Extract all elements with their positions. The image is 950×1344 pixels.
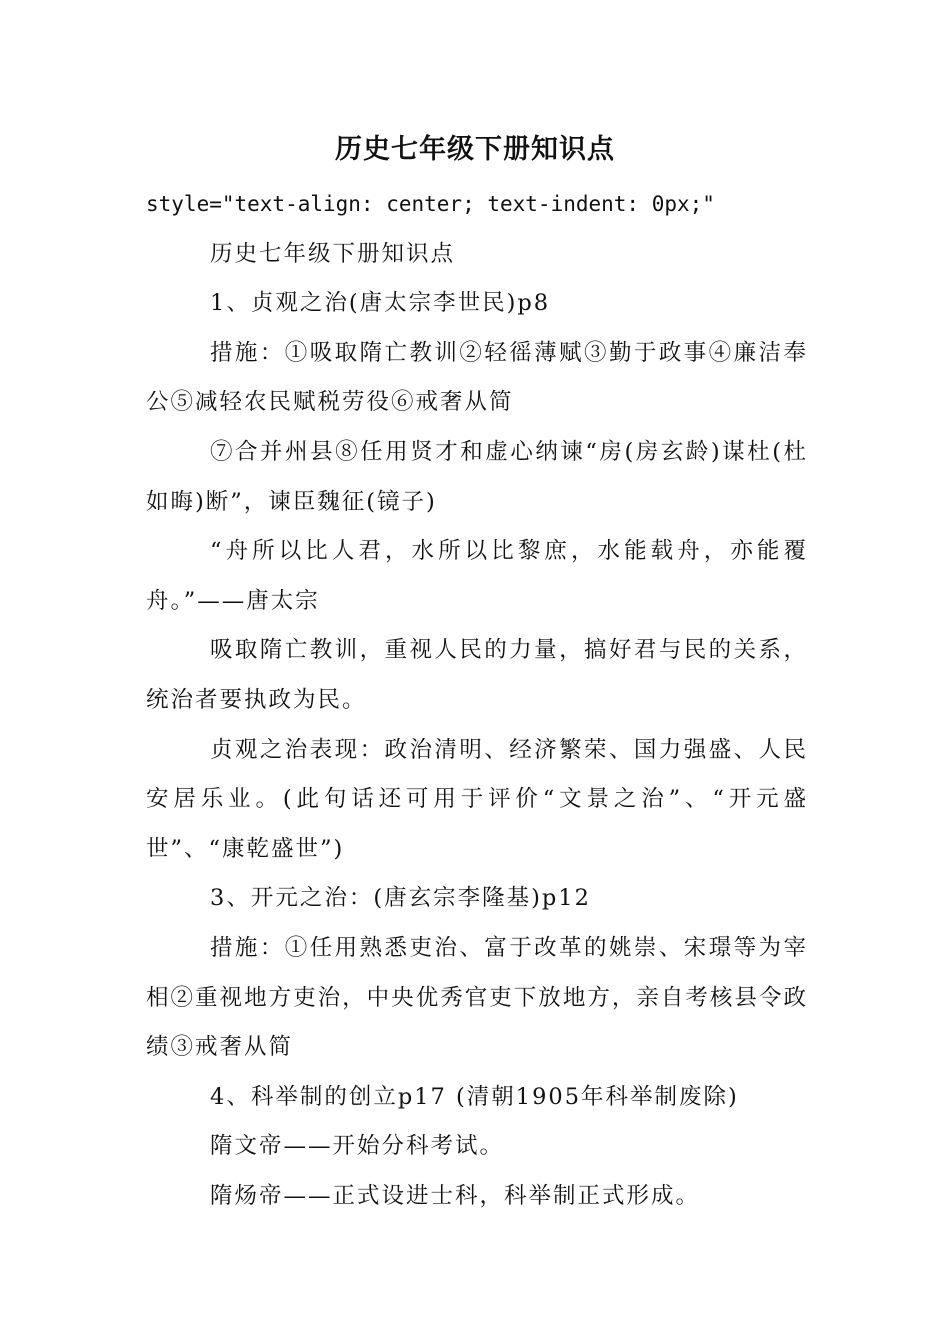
paragraph-kaiyuan-measures: 措施：①任用熟悉吏治、富于改革的姚崇、宋璟等为宰相②重视地方吏治，中央优秀官吏下放地方，亲自考核县令政绩③戒奢从简: [146, 934, 808, 1061]
paragraph-sui-yangdi: 隋炀帝——正式设进士科，科举制正式形成。: [210, 1182, 701, 1209]
paragraph-lesson: 吸取隋亡教训，重视人民的力量，搞好君与民的关系，统治者要执政为民。: [146, 637, 808, 713]
paragraph-sui-wendi: 隋文帝——开始分科考试。: [210, 1133, 505, 1160]
paragraph-heading-keju: 4、科举制的创立p17 (清朝1905年科举制废除): [210, 1083, 739, 1110]
paragraph-heading-zhenguan: 1、贞观之治(唐太宗李世民)p8: [210, 290, 551, 317]
style-attribute-line: style="text-align: center; text-indent: 0px;": [146, 192, 715, 216]
paragraph-heading-kaiyuan: 3、开元之治：(唐玄宗李隆基)p12: [210, 885, 591, 912]
paragraph-zhenguan-performance: 贞观之治表现：政治清明、经济繁荣、国力强盛、人民安居乐业。(此句话还可用于评价“文景之治”、“开元盛世”、“康乾盛世”): [146, 736, 808, 862]
paragraph-zhenguan-measures: 措施：①吸取隋亡教训②轻徭薄赋③勤于政事④廉洁奉公⑤减轻农民赋税劳役⑥戒奢从简: [146, 339, 808, 416]
document-body: [146, 180, 808, 1221]
paragraph-quote-taizong: “舟所以比人君，水所以比黎庶，水能载舟，亦能覆舟。”——唐太宗: [146, 538, 808, 614]
document-title: 历史七年级下册知识点: [335, 134, 615, 165]
paragraph-zhenguan-measures-continued: ⑦合并州县⑧任用贤才和虚心纳谏“房(房玄龄)谋杜(杜如晦)断”，谏臣魏征(镜子): [146, 438, 808, 515]
paragraph-subtitle: 历史七年级下册知识点: [210, 240, 456, 267]
